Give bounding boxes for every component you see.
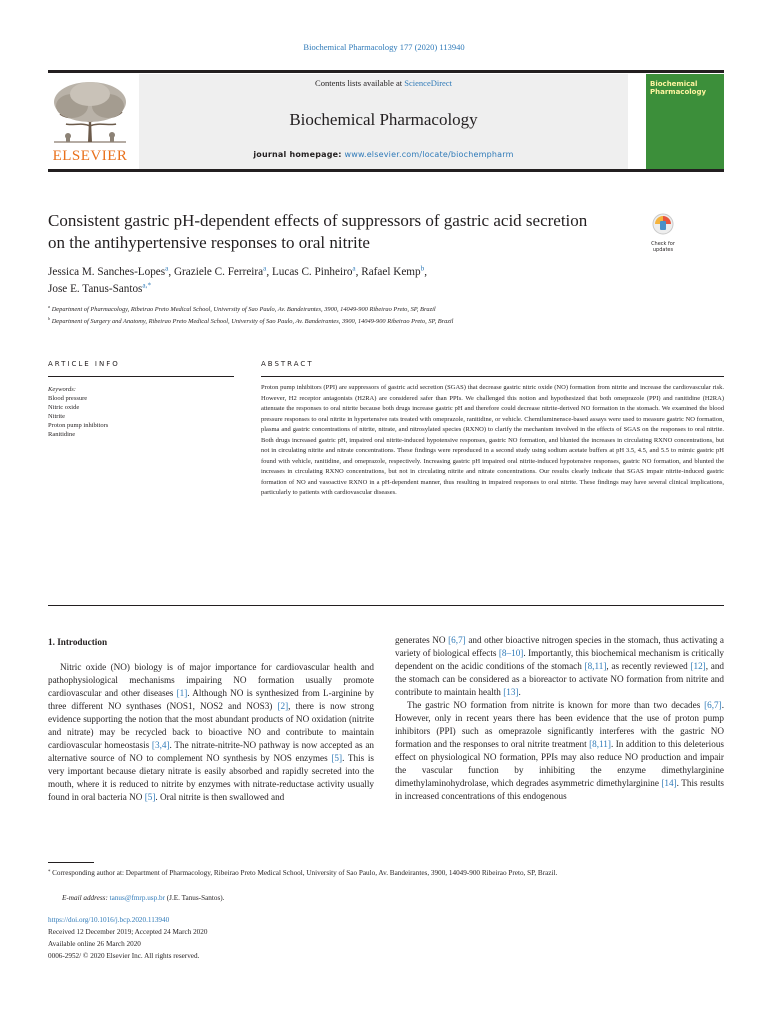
keyword: Ranitidine xyxy=(48,431,76,438)
abstract-heading: ABSTRACT xyxy=(261,360,314,368)
body-text: , there is now strong evidence supporting the notion that the most abundant products of NO oxidation (nitrite and nitrate) may be recycled back to bioactive NO and contribute to maintain cardiovascular homeostasis xyxy=(48,701,374,750)
doi-link[interactable]: https://doi.org/10.1016/j.bcp.2020.113940 xyxy=(48,916,170,924)
body-text: , as recently reviewed xyxy=(606,661,691,671)
body-paragraph xyxy=(395,699,724,803)
keyword: Nitrite xyxy=(48,413,65,420)
email-suffix: (J.E. Tanus-Santos). xyxy=(166,894,225,902)
homepage-link[interactable]: www.elsevier.com/locate/biochempharm xyxy=(344,150,514,159)
citation-link[interactable]: [5] xyxy=(144,792,156,802)
body-paragraph xyxy=(48,661,374,804)
email-link[interactable]: tanus@fmrp.usp.br xyxy=(109,894,165,902)
body-right-column xyxy=(395,634,724,803)
body-text: . The nitrate-nitrite-NO pathway is now accepted as an alternative source of NO to complement NO synthesis by NOS enzymes xyxy=(48,740,374,763)
citation-link[interactable]: [8–10] xyxy=(498,648,524,658)
body-text: and other bioactive nitrogen species in the stomach, thus activating a variety of biological effects xyxy=(395,635,724,658)
copyright: 0006-2952/ © 2020 Elsevier Inc. All rights reserved. xyxy=(48,952,200,960)
author-list xyxy=(48,264,648,298)
body-text: . However, only in recent years there has been evidence that the use of proton pump inhibitors (PPI) such as omeprazole significantly interferes with the gastric NO formation and the responses to oral nitrite treatment xyxy=(395,700,724,749)
crossmark-icon xyxy=(648,212,678,236)
header-top-rule xyxy=(48,70,724,73)
citation-link[interactable]: [8,11] xyxy=(589,739,611,749)
body-text: The gastric NO formation from nitrite is known for more than two decades xyxy=(407,700,705,710)
citation-link[interactable]: [5] xyxy=(331,753,343,763)
abstract-text: Proton pump inhibitors (PPI) are suppressors of gastric acid secretion (SGAS) that decrease gastric nitric oxide (NO) formation from nitrite and increase the cardiovascular risk. However, H2 receptor antagonists (H2RA) are considered safer than PPIs. We challenged this notion and hypothesized that both omeprazole (PPI) and ranitidine (H2RA) attenuate the responses to oral nitrite because both drugs increase gastric pH and therefore could decrease nitrite-derived NO formation in the stomach. We examined the blood pressure responses to oral nitrite in hypertensive rats treated with omeprazole, ranitidine, or vehicle. Chemiluminensce-based assays were used to measure gastric NO formation, plasma and gastric concentrations of nitrite, nitrate, and nitrosylated species (RXNO) to clarify the mechanism involved in the effects of SGAS on the responses to oral nitrite. Both drugs increased gastric pH, impaired oral nitrite-induced hypotensive responses, gastric NO formation, and blunted the increases in circulating RXNO concentrations, but not in circulating nitrite and nitrate concentrations. These findings were reproduced in a second study using sodium acetate buffers at pH 3.5, 4.5, and 5.5 to mimic gastric pH found with vehicle, ranitidine, and omeprazole, respectively. Increasing gastric pH impaired oral nitrite-induced hypotensive responses, gastric NO formation, and blunted the increases in circulating RXNO concentrations, but not in circulating nitrite and nitrate concentrations. Our results clearly indicate that SGAS impair nitrite-induced gastric formation of NO and vasoactive RXNO in a pH-dependent manner, thus resulting in impaired responses to oral nitrite. These findings may have several clinical implications, particularly to patients with cardiovascular diseases. xyxy=(261,384,724,496)
crossmark-label: Check for updates xyxy=(651,241,675,253)
author: Jessica M. Sanches-Lopes$^a$, xyxy=(48,264,174,278)
article-title: Consistent gastric pH-dependent effects of suppressors of gastric acid secretion on the antihypertensive responses to oral nitrite xyxy=(48,211,588,252)
citation-link[interactable]: [6,7] xyxy=(704,700,722,710)
citation-link[interactable]: [6,7] xyxy=(448,635,466,645)
contents-prefix: Contents lists available at xyxy=(315,78,403,88)
abstract-bottom-rule xyxy=(48,605,724,606)
journal-homepage xyxy=(139,150,628,159)
author: Jose E. Tanus-Santos$^{a,*}$ xyxy=(48,281,152,295)
author: Graziele C. Ferreira$^a$, xyxy=(173,264,272,278)
online-date: Available online 26 March 2020 xyxy=(48,940,141,948)
footnote-rule xyxy=(48,862,94,863)
citation-link[interactable]: [3,4] xyxy=(151,740,170,750)
contents-line xyxy=(139,78,628,88)
body-paragraph xyxy=(395,634,724,699)
citation-link[interactable]: [12] xyxy=(690,661,706,671)
citation-link[interactable]: [13] xyxy=(503,687,519,697)
body-text: . Although NO is synthesized from L-arginine by three different NO synthases (NOS1, NOS2 and NOS3) xyxy=(48,688,374,711)
journal-cover-title: Biochemical Pharmacology xyxy=(650,80,707,96)
journal-name: Biochemical Pharmacology xyxy=(289,110,478,129)
header-bottom-rule xyxy=(48,169,724,172)
citation-link[interactable]: [8,11] xyxy=(584,661,607,671)
keywords-label: Keywords: xyxy=(48,386,76,393)
corresponding-author-note: ⁎ Corresponding author at: Department of Pharmacology, Ribeirao Preto Medical School, University of Sao Paulo, Av. Bandeirantes, 3900, 14049-900 Ribeirao Preto, SP, Brazil. xyxy=(48,868,558,877)
body-text: . Importantly, this biochemical mechanism is critically dependent on the acidic conditions of the stomach xyxy=(395,648,725,671)
homepage-label: journal homepage: xyxy=(253,150,342,159)
author: Rafael Kemp$^b$, xyxy=(361,264,428,278)
citation-link[interactable]: [2] xyxy=(277,701,289,711)
author: Lucas C. Pinheiro$^a$, xyxy=(271,264,362,278)
email-label: E-mail address: xyxy=(62,894,108,902)
citation-link[interactable]: [14] xyxy=(661,778,677,788)
journal-citation[interactable]: Biochemical Pharmacology 177 (2020) 113940 xyxy=(303,42,465,52)
crossmark-badge[interactable] xyxy=(648,212,678,253)
elsevier-wordmark: ELSEVIER xyxy=(52,148,128,164)
keywords-block xyxy=(48,385,228,439)
sciencedirect-link[interactable]: ScienceDirect xyxy=(404,78,452,88)
keyword: Blood pressure xyxy=(48,395,88,402)
citation-link[interactable]: [1] xyxy=(176,688,188,698)
abstract-rule xyxy=(261,376,724,377)
affiliation: $^b$ Department of Surgery and Anatomy, Ribeirao Preto Medical School, University of Sao Paulo, Av. Bandeirantes, 3900, 14049-900 Ribeirao Preto, SP, Brazil xyxy=(48,315,454,325)
body-text: generates NO xyxy=(395,635,449,645)
article-info-heading: ARTICLE INFO xyxy=(48,360,120,368)
email-line xyxy=(62,893,724,904)
body-left-column xyxy=(48,661,374,804)
body-text: . xyxy=(518,687,521,697)
keyword: Proton pump inhibitors xyxy=(48,422,109,429)
body-text: . Oral nitrite is then swallowed and xyxy=(155,792,285,802)
body-text: . In addition to this deleterious effect on physiological NO formation, PPIs may also reduce NO production and impair the vascular function by inhibiting the enzyme dimethylarginine dimethylaminohydrolase, which degrades asymmetric dimethylarginine xyxy=(395,739,724,788)
body-text: . This is very important because dietary nitrate is easily absorbed and rapidly secreted into the mouth, where it is reduced to nitrite by enzymes with nitrate-reductase activity usually found in oral bacteria NO xyxy=(48,753,375,802)
body-text: . This results in increased concentrations of this endogenous xyxy=(395,778,724,801)
article-info-rule xyxy=(48,376,234,377)
received-dates: Received 12 December 2019; Accepted 24 March 2020 xyxy=(48,928,208,936)
section-heading: 1. Introduction xyxy=(48,637,108,647)
body-text: Nitric oxide (NO) biology is of major importance for cardiovascular health and pathophysiological mechanisms impairing NO formation usually promote cardiovascular and other diseases xyxy=(48,662,374,698)
keyword: Nitric oxide xyxy=(48,404,80,411)
affiliation: $^a$ Department of Pharmacology, Ribeirao Preto Medical School, University of Sao Paulo, Av. Bandeirantes, 3900, 14049-900 Ribeirao Preto, SP, Brazil xyxy=(48,303,436,313)
body-text: , and the stomach can be considered as a bioreactor to activate NO formation from nitrite and contribute to maintain health xyxy=(395,661,725,697)
